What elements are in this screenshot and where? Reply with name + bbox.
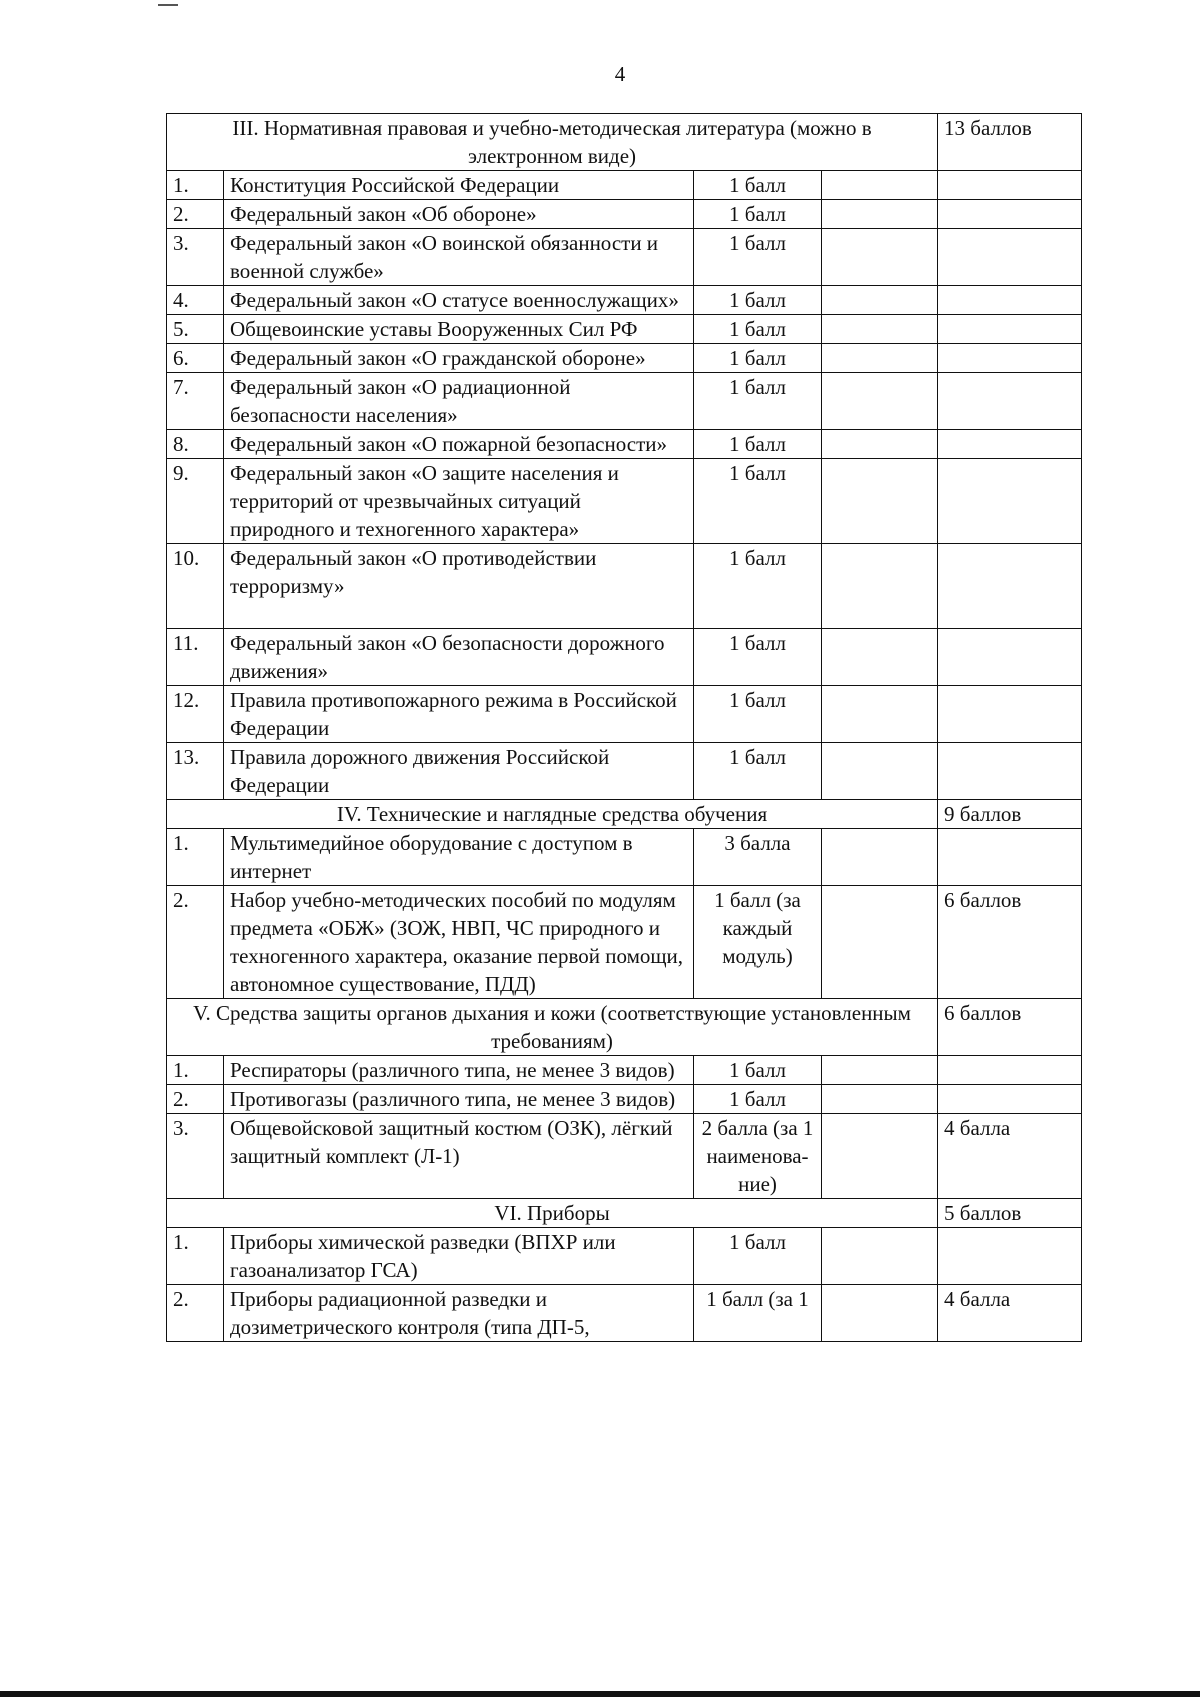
section-header-row — [167, 1199, 1082, 1228]
table-row — [167, 886, 1082, 999]
criteria-table — [166, 113, 1082, 1342]
item-blank-cell — [822, 686, 938, 743]
item-blank-cell — [822, 200, 938, 229]
item-blank-cell — [822, 373, 938, 430]
table-row — [167, 229, 1082, 286]
item-points: 1 балл — [694, 344, 822, 373]
scan-bottom-edge — [0, 1691, 1200, 1697]
item-points: 1 балл — [694, 1228, 822, 1285]
item-points: 1 балл — [694, 1085, 822, 1114]
item-blank-cell — [822, 629, 938, 686]
table-row — [167, 430, 1082, 459]
criteria-table-body — [167, 114, 1082, 1342]
table-row — [167, 829, 1082, 886]
item-description: Федеральный закон «О гражданской обороне» — [224, 344, 694, 373]
item-description: Мультимедийное оборудование с доступом в интернет — [224, 829, 694, 886]
item-number: 5. — [167, 315, 224, 344]
item-description: Общевоинские уставы Вооруженных Сил РФ — [224, 315, 694, 344]
item-total — [938, 286, 1082, 315]
item-total — [938, 829, 1082, 886]
table-row — [167, 1056, 1082, 1085]
item-total — [938, 373, 1082, 430]
item-number: 2. — [167, 886, 224, 999]
item-number: 6. — [167, 344, 224, 373]
table-row — [167, 286, 1082, 315]
item-description: Федеральный закон «О противодействии терроризму» — [224, 544, 694, 629]
section-title: V. Средства защиты органов дыхания и кожи (соответствующие установленным требованиям) — [167, 999, 938, 1056]
item-description: Набор учебно-методических пособий по модулям предмета «ОБЖ» (ЗОЖ, НВП, ЧС природного и техногенного характера, оказание первой помощи, автономное существование, ПДД) — [224, 886, 694, 999]
item-description: Федеральный закон «Об обороне» — [224, 200, 694, 229]
item-points: 1 балл (за 1 — [694, 1285, 822, 1342]
item-description: Федеральный закон «О защите населения и территорий от чрезвычайных ситуаций природного и техногенного характера» — [224, 459, 694, 544]
item-description: Федеральный закон «О безопасности дорожного движения» — [224, 629, 694, 686]
item-description: Респираторы (различного типа, не менее 3 видов) — [224, 1056, 694, 1085]
item-number: 2. — [167, 200, 224, 229]
item-points: 1 балл — [694, 686, 822, 743]
item-description: Противогазы (различного типа, не менее 3 видов) — [224, 1085, 694, 1114]
section-title: III. Нормативная правовая и учебно-методическая литература (можно в электронном виде) — [167, 114, 938, 171]
item-blank-cell — [822, 544, 938, 629]
table-row — [167, 373, 1082, 430]
item-number: 1. — [167, 1056, 224, 1085]
table-row — [167, 544, 1082, 629]
item-total — [938, 430, 1082, 459]
item-blank-cell — [822, 1228, 938, 1285]
item-number: 10. — [167, 544, 224, 629]
item-blank-cell — [822, 1285, 938, 1342]
scan-artifact-mark — [158, 4, 178, 6]
item-total: 4 балла — [938, 1285, 1082, 1342]
item-points: 1 балл — [694, 229, 822, 286]
item-blank-cell — [822, 315, 938, 344]
item-number: 3. — [167, 1114, 224, 1199]
table-row — [167, 1228, 1082, 1285]
page-number: 4 — [614, 62, 626, 86]
item-points: 1 балл — [694, 544, 822, 629]
item-points: 1 балл — [694, 171, 822, 200]
item-total: 6 баллов — [938, 886, 1082, 999]
item-total — [938, 1228, 1082, 1285]
item-description: Конституция Российской Федерации — [224, 171, 694, 200]
item-blank-cell — [822, 459, 938, 544]
table-row — [167, 315, 1082, 344]
item-total — [938, 1085, 1082, 1114]
item-total — [938, 229, 1082, 286]
item-points: 3 балла — [694, 829, 822, 886]
item-total — [938, 315, 1082, 344]
section-header-row — [167, 800, 1082, 829]
table-row — [167, 686, 1082, 743]
item-number: 4. — [167, 286, 224, 315]
section-title: IV. Технические и наглядные средства обучения — [167, 800, 938, 829]
item-blank-cell — [822, 829, 938, 886]
item-blank-cell — [822, 886, 938, 999]
table-row — [167, 171, 1082, 200]
item-points: 1 балл — [694, 1056, 822, 1085]
item-number: 8. — [167, 430, 224, 459]
item-total — [938, 544, 1082, 629]
item-number: 1. — [167, 1228, 224, 1285]
item-total — [938, 629, 1082, 686]
section-total: 9 баллов — [938, 800, 1082, 829]
item-total — [938, 1056, 1082, 1085]
item-description: Федеральный закон «О пожарной безопасности» — [224, 430, 694, 459]
section-title: VI. Приборы — [167, 1199, 938, 1228]
section-header-row — [167, 999, 1082, 1056]
item-blank-cell — [822, 229, 938, 286]
item-points: 1 балл — [694, 200, 822, 229]
item-blank-cell — [822, 430, 938, 459]
item-points: 1 балл — [694, 743, 822, 800]
item-points: 1 балл (за каждый модуль) — [694, 886, 822, 999]
item-description: Общевойсковой защитный костюм (ОЗК), лёгкий защитный комплект (Л-1) — [224, 1114, 694, 1199]
item-blank-cell — [822, 743, 938, 800]
item-points: 1 балл — [694, 286, 822, 315]
item-number: 2. — [167, 1285, 224, 1342]
item-total — [938, 200, 1082, 229]
item-total — [938, 171, 1082, 200]
item-number: 7. — [167, 373, 224, 430]
item-description: Приборы химической разведки (ВПХР или газоанализатор ГСА) — [224, 1228, 694, 1285]
item-number: 1. — [167, 171, 224, 200]
item-total — [938, 686, 1082, 743]
item-number: 11. — [167, 629, 224, 686]
table-row — [167, 743, 1082, 800]
item-points: 1 балл — [694, 373, 822, 430]
table-row — [167, 1285, 1082, 1342]
item-blank-cell — [822, 1085, 938, 1114]
section-total: 5 баллов — [938, 1199, 1082, 1228]
item-description: Федеральный закон «О статусе военнослужащих» — [224, 286, 694, 315]
item-description: Федеральный закон «О радиационной безопасности населения» — [224, 373, 694, 430]
item-points: 1 балл — [694, 430, 822, 459]
item-points: 1 балл — [694, 315, 822, 344]
table-row — [167, 1085, 1082, 1114]
item-total — [938, 344, 1082, 373]
item-description: Федеральный закон «О воинской обязанности и военной службе» — [224, 229, 694, 286]
item-number: 9. — [167, 459, 224, 544]
item-description: Приборы радиационной разведки и дозиметрического контроля (типа ДП-5, — [224, 1285, 694, 1342]
item-blank-cell — [822, 1056, 938, 1085]
item-blank-cell — [822, 286, 938, 315]
section-total: 6 баллов — [938, 999, 1082, 1056]
table-row — [167, 1114, 1082, 1199]
item-description: Правила противопожарного режима в Российской Федерации — [224, 686, 694, 743]
table-row — [167, 344, 1082, 373]
section-header-row — [167, 114, 1082, 171]
item-number: 2. — [167, 1085, 224, 1114]
item-total — [938, 743, 1082, 800]
item-number: 13. — [167, 743, 224, 800]
item-number: 1. — [167, 829, 224, 886]
section-total: 13 баллов — [938, 114, 1082, 171]
item-blank-cell — [822, 171, 938, 200]
table-row — [167, 459, 1082, 544]
item-points: 1 балл — [694, 629, 822, 686]
item-blank-cell — [822, 344, 938, 373]
item-points: 1 балл — [694, 459, 822, 544]
item-points: 2 балла (за 1 наименова-ние) — [694, 1114, 822, 1199]
table-row — [167, 200, 1082, 229]
item-number: 3. — [167, 229, 224, 286]
item-total: 4 балла — [938, 1114, 1082, 1199]
item-description: Правила дорожного движения Российской Федерации — [224, 743, 694, 800]
item-blank-cell — [822, 1114, 938, 1199]
item-number: 12. — [167, 686, 224, 743]
table-row — [167, 629, 1082, 686]
item-total — [938, 459, 1082, 544]
